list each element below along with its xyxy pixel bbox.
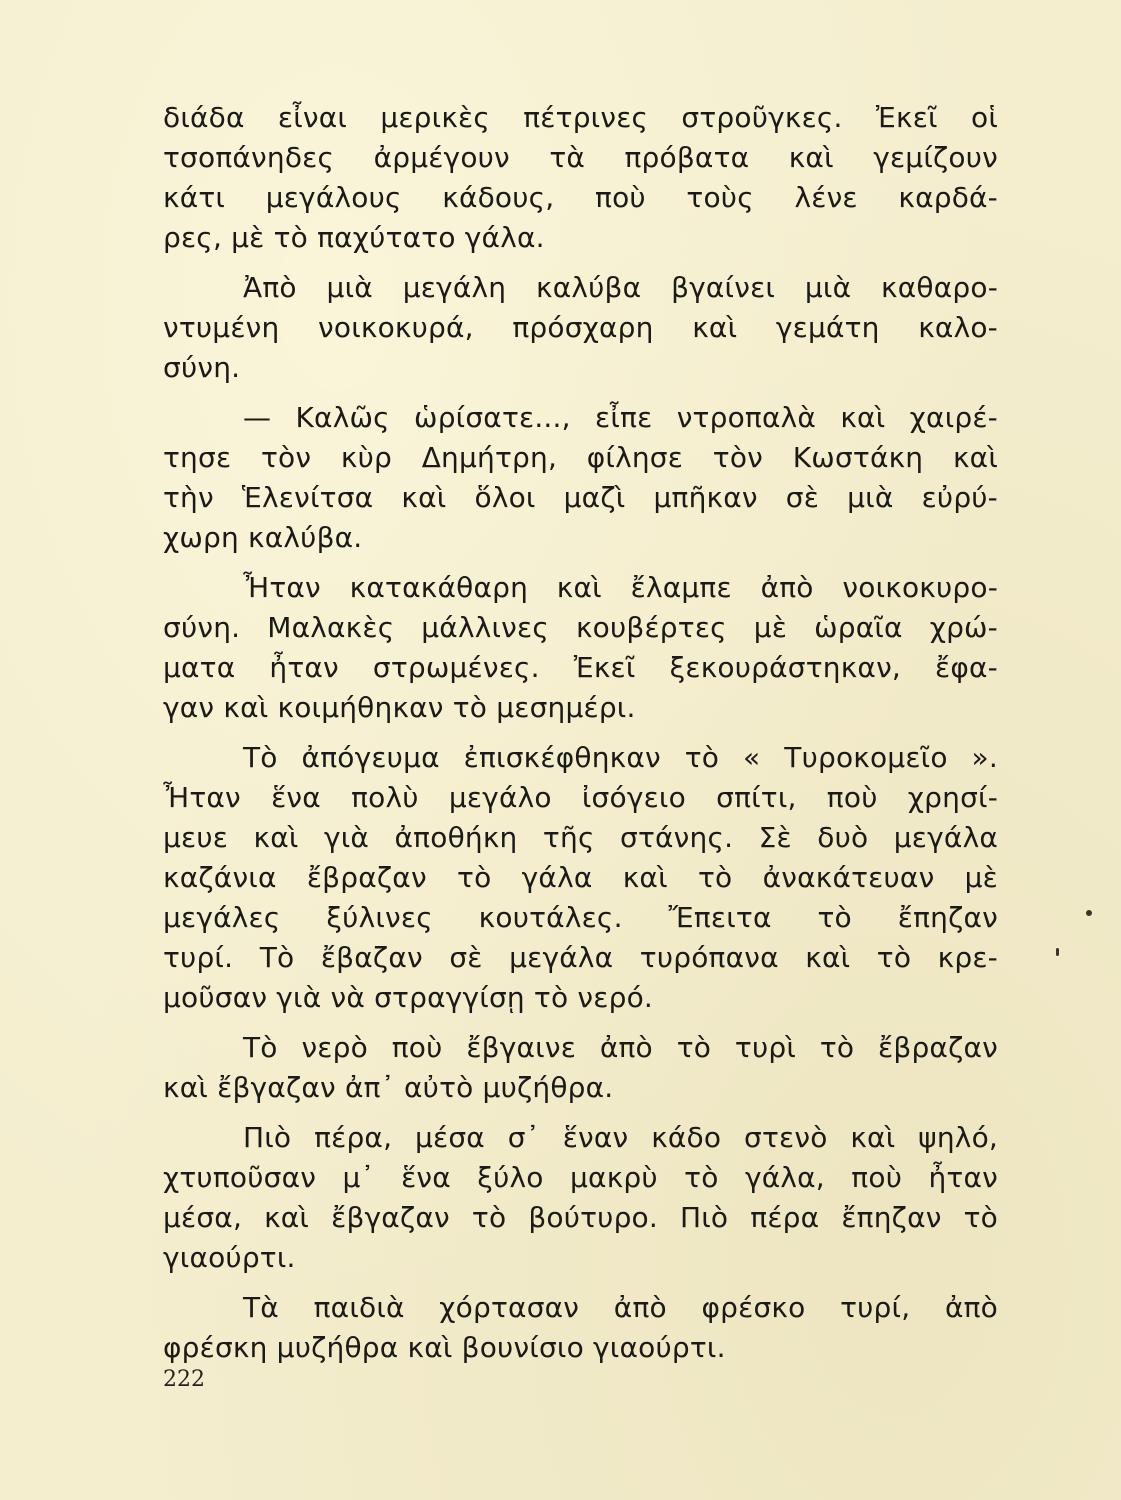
text-line: τησε τὸν κὺρ Δημήτρη, φίλησε τὸν Κωστάκη καὶ xyxy=(163,441,998,474)
text-line: χωρη καλύβα. xyxy=(163,521,363,554)
page-number: 222 xyxy=(163,1367,205,1392)
body-text xyxy=(163,98,998,1368)
text-line: Πιὸ πέρα, μέσα σ᾿ ἕναν κάδο στενὸ καὶ ψηλό, xyxy=(243,1121,998,1154)
text-line: διάδα εἶναι μερικὲς πέτρινες στροῦγκες. Ἐκεῖ οἱ xyxy=(163,101,998,134)
paragraph xyxy=(163,398,998,558)
text-line: σύνη. Μαλακὲς μάλλινες κουβέρτες μὲ ὡραῖα χρώ- xyxy=(163,611,998,644)
text-line: ρες, μὲ τὸ παχύτατο γάλα. xyxy=(163,221,545,254)
paragraph xyxy=(163,738,998,1018)
text-line: Τὸ ἀπόγευμα ἐπισκέφθηκαν τὸ « Τυροκομεῖο ». xyxy=(243,741,998,774)
text-line: μευε καὶ γιὰ ἀποθήκη τῆς στάνης. Σὲ δυὸ μεγάλα xyxy=(163,821,998,854)
text-line: μέσα, καὶ ἔβγαζαν τὸ βούτυρο. Πιὸ πέρα ἔπηζαν τὸ xyxy=(163,1201,998,1234)
scan-speck xyxy=(1056,948,1059,956)
text-line: γαν καὶ κοιμήθηκαν τὸ μεσημέρι. xyxy=(163,691,636,724)
paragraph xyxy=(163,98,998,258)
text-line: Ἦταν ἕνα πολὺ μεγάλο ἰσόγειο σπίτι, ποὺ χρησί- xyxy=(163,781,998,814)
text-line: Τὰ παιδιὰ χόρτασαν ἀπὸ φρέσκο τυρί, ἀπὸ xyxy=(243,1291,998,1324)
text-line: γιαούρτι. xyxy=(163,1241,296,1274)
text-line: ματα ἦταν στρωμένες. Ἐκεῖ ξεκουράστηκαν, ἔφα- xyxy=(163,651,998,684)
text-line: καζάνια ἔβραζαν τὸ γάλα καὶ τὸ ἀνακάτευαν μὲ xyxy=(163,861,998,894)
text-line: τυρί. Τὸ ἔβαζαν σὲ μεγάλα τυρόπανα καὶ τὸ κρε- xyxy=(163,941,998,974)
paragraph xyxy=(163,1288,998,1368)
paragraph xyxy=(163,568,998,728)
text-line: τσοπάνηδες ἀρμέγουν τὰ πρόβατα καὶ γεμίζουν xyxy=(163,141,998,174)
text-line: χτυποῦσαν μ᾿ ἕνα ξύλο μακρὺ τὸ γάλα, ποὺ ἦταν xyxy=(163,1161,998,1194)
text-line: — Καλῶς ὡρίσατε..., εἶπε ντροπαλὰ καὶ χαιρέ- xyxy=(243,401,998,434)
paragraph xyxy=(163,268,998,388)
text-line: ντυμένη νοικοκυρά, πρόσχαρη καὶ γεμάτη καλο- xyxy=(163,311,998,344)
text-line: φρέσκη μυζήθρα καὶ βουνίσιο γιαούρτι. xyxy=(163,1331,726,1364)
text-line: κάτι μεγάλους κάδους, ποὺ τοὺς λένε καρδά- xyxy=(163,181,998,214)
text-line: μεγάλες ξύλινες κουτάλες. Ἔπειτα τὸ ἔπηζαν xyxy=(163,901,998,934)
paragraph xyxy=(163,1118,998,1278)
paragraph xyxy=(163,1028,998,1108)
text-line: Τὸ νερὸ ποὺ ἔβγαινε ἀπὸ τὸ τυρὶ τὸ ἔβραζαν xyxy=(243,1031,998,1064)
text-line: καὶ ἔβγαζαν ἀπ᾿ αὐτὸ μυζήθρα. xyxy=(163,1071,614,1104)
scan-speck xyxy=(1086,910,1092,916)
text-line: Ἀπὸ μιὰ μεγάλη καλύβα βγαίνει μιὰ καθαρο- xyxy=(243,271,998,304)
text-line: Ἦταν κατακάθαρη καὶ ἔλαμπε ἀπὸ νοικοκυρο- xyxy=(243,571,998,604)
text-line: μοῦσαν γιὰ νὰ στραγγίσῃ τὸ νερό. xyxy=(163,981,654,1014)
text-line: σύνη. xyxy=(163,351,241,384)
text-line: τὴν Ἑλενίτσα καὶ ὅλοι μαζὶ μπῆκαν σὲ μιὰ εὐρύ- xyxy=(163,481,998,514)
